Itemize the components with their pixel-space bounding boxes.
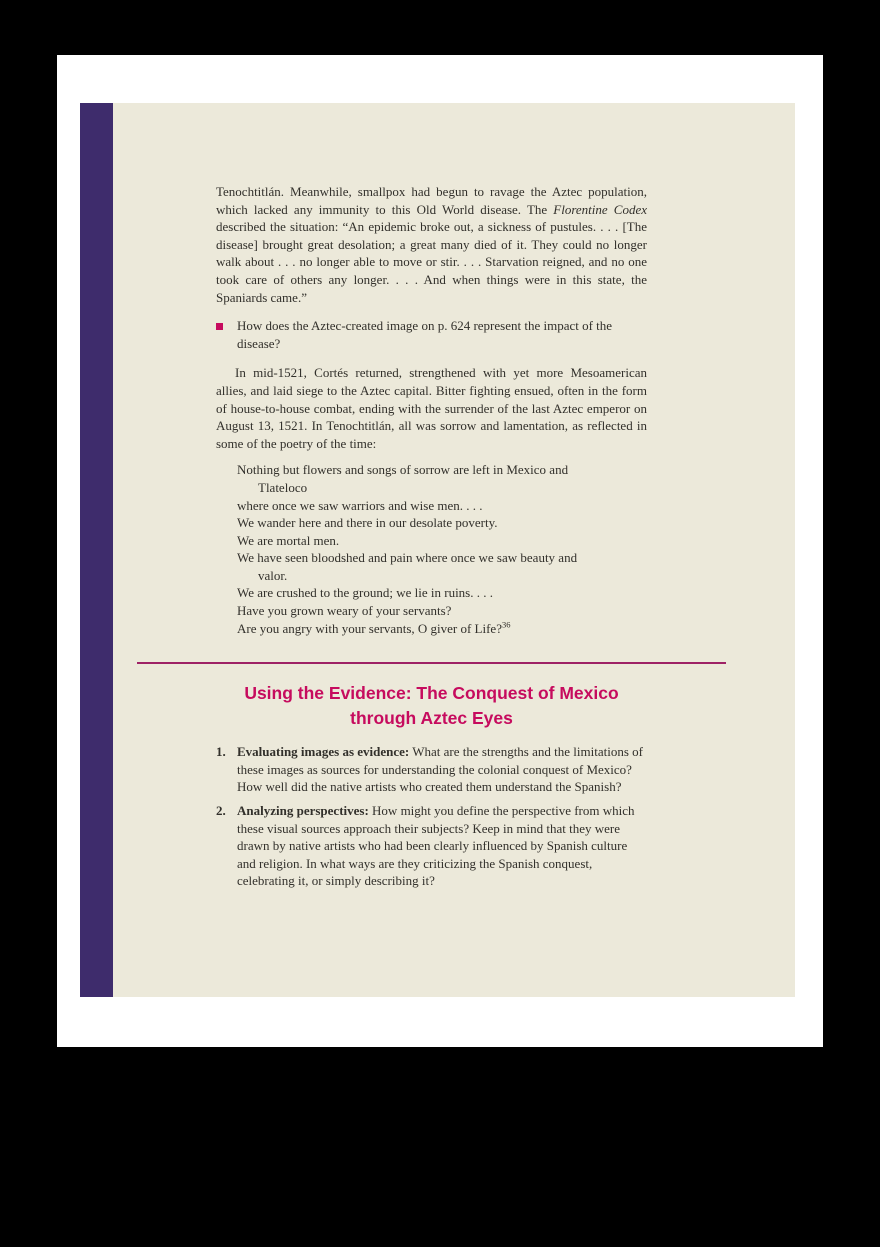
aztec-poem — [237, 461, 647, 637]
florentine-codex-title: Florentine Codex — [553, 201, 648, 217]
poem-line: where once we saw warriors and wise men. . . . — [237, 497, 483, 513]
poem-line-continuation: Tlateloco — [258, 479, 308, 495]
section-heading — [216, 681, 647, 730]
question-item-1 — [216, 743, 647, 796]
book-page — [57, 55, 823, 1047]
spine-bar — [80, 103, 113, 997]
question-text — [237, 743, 647, 796]
paragraph-smallpox-text: Tenochtitlán. Meanwhile, smallpox had begun to ravage the Aztec population, which lacked any immunity to this Old World disease. The — [216, 184, 647, 217]
question-body: What are the strengths and the limitations of these images as sources for understanding the colonial conquest of Mexico? How well did the native artists who created them understand the Spanish? — [237, 744, 643, 795]
poem-line-final-text: Are you angry with your servants, O giver of Life? — [237, 620, 502, 636]
paragraph-smallpox-quote: described the situation: “An epidemic broke out, a sickness of pustules. . . . [The disease] brought great desolation; a great many died of it. They could no longer walk about . . . no longer able to move or stir. . . . Starvation reigned, and no one took care of others any longer. . . . And when things were in this state, the Spaniards came.” — [216, 219, 647, 305]
text-column — [216, 183, 647, 890]
poem-line: Nothing but flowers and songs of sorrow are left in Mexico and — [237, 462, 569, 478]
section-heading-line2: through Aztec Eyes — [350, 707, 513, 728]
paragraph-cortes: In mid-1521, Cortés returned, strengthened with yet more Mesoamerican allies, and laid siege to the Aztec capital. Bitter fighting ensued, often in the form of house-to-house combat, ending with the surrender of the last Aztec emperor on August 13, 1521. In Tenochtitlán, all was sorrow and lamentation, as reflected in some of the poetry of the time: — [216, 365, 647, 451]
poem-line: Have you grown weary of your servants? — [237, 603, 452, 619]
evidence-questions — [216, 743, 647, 890]
footnote-marker: 36 — [501, 619, 511, 630]
question-text — [237, 802, 647, 890]
section-heading-line1: Using the Evidence: The Conquest of Mexico — [244, 683, 619, 704]
question-lead: Analyzing perspectives: — [237, 803, 369, 819]
content-panel — [80, 103, 795, 997]
bullet-square-icon — [216, 323, 223, 330]
poem-line: We are mortal men. — [237, 532, 340, 548]
question-body: How might you define the perspective from which these visual sources approach their subjects? Keep in mind that they were drawn by native artists who had been clearly influenced by Spanish culture and religion. In what ways are they criticizing the Spanish conquest, celebrating it, or simply describing it? — [237, 803, 635, 889]
bullet-question — [216, 317, 647, 352]
poem-line: We wander here and there in our desolate poverty. — [237, 515, 498, 531]
poem-line-continuation: valor. — [258, 567, 288, 583]
poem-line-final — [237, 620, 647, 638]
paragraph-smallpox — [216, 183, 647, 306]
question-item-2 — [216, 802, 647, 890]
poem-line: We have seen bloodshed and pain where once we saw beauty and — [237, 550, 578, 566]
question-number: 2. — [216, 803, 226, 819]
bullet-question-text: How does the Aztec-created image on p. 624 represent the impact of the disease? — [237, 318, 613, 351]
poem-line: We are crushed to the ground; we lie in ruins. . . . — [237, 585, 493, 601]
question-lead: Evaluating images as evidence: — [237, 744, 410, 760]
question-number: 1. — [216, 744, 226, 760]
section-divider — [137, 662, 726, 664]
